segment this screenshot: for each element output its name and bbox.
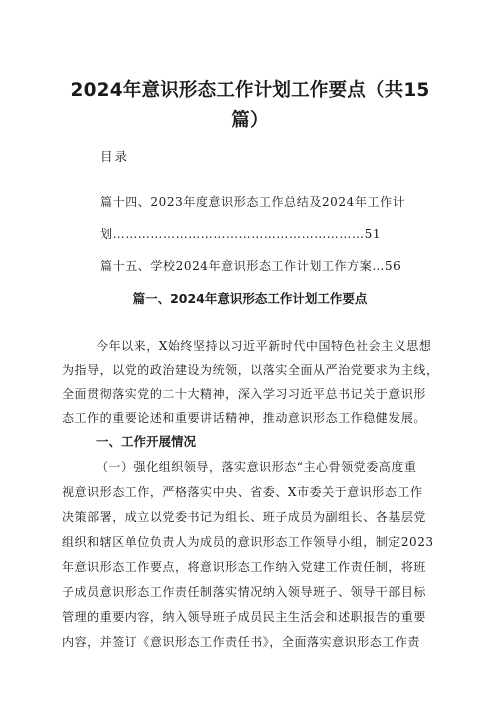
paragraph-line: 子成员意识形态工作责任制落实情况纳入领导班子、领导干部目标	[62, 585, 426, 599]
paragraph-line: 视意识形态工作，严格落实中央、省委、X市委关于意识形态工作	[62, 485, 423, 499]
paragraph-line: 决策部署，成立以党委书记为组长、班子成员为副组长、各基层党	[62, 510, 426, 524]
toc-entry-15[interactable]: 篇十五、学校2024年意识形态工作计划工作方案…56	[100, 259, 402, 273]
toc-entry-14-line-2[interactable]: 划……………………………………………………51	[100, 227, 382, 241]
paragraph-line: 年意识形态工作要点，将意识形态工作纳入党建工作责任制，将班	[62, 560, 426, 574]
paragraph-line: 组织和辖区单位负责人为成员的意识形态工作领导小组，制定2023	[62, 535, 434, 549]
document-title	[60, 76, 440, 136]
paragraph-line: （一）强化组织领导，落实意识形态“主心骨领党委高度重	[96, 460, 417, 474]
heading-work-status: 一、工作开展情况	[96, 434, 197, 449]
toc-label: 目录	[100, 149, 130, 164]
section-title: 篇一、2024年意识形态工作计划工作要点	[132, 291, 368, 306]
paragraph-line: 管理的重要内容，纳入领导班子成员民主生活会和述职报告的重要	[62, 610, 426, 624]
intro-line: 态工作的重要论述和重要讲话精神，推动意识形态工作稳健发展。	[62, 411, 426, 425]
title-line-1: 2024年意识形态工作计划工作要点（共15	[70, 80, 430, 101]
title-line-2: 篇）	[231, 110, 269, 131]
intro-line: 全面贯彻落实党的二十大精神，深入学习习近平总书记关于意识形	[62, 387, 426, 401]
toc-entry-14-line-1[interactable]: 篇十四、2023年度意识形态工作总结及2024年工作计	[100, 195, 406, 209]
paragraph-line: 内容，并签订《意识形态工作责任书》，全面落实意识形态工作责	[62, 635, 420, 649]
intro-line: 为指导，以党的政治建设为统领，以落实全面从严治党要求为主线，	[62, 363, 439, 377]
intro-line: 今年以来，X始终坚持以习近平新时代中国特色社会主义思想	[96, 339, 432, 353]
